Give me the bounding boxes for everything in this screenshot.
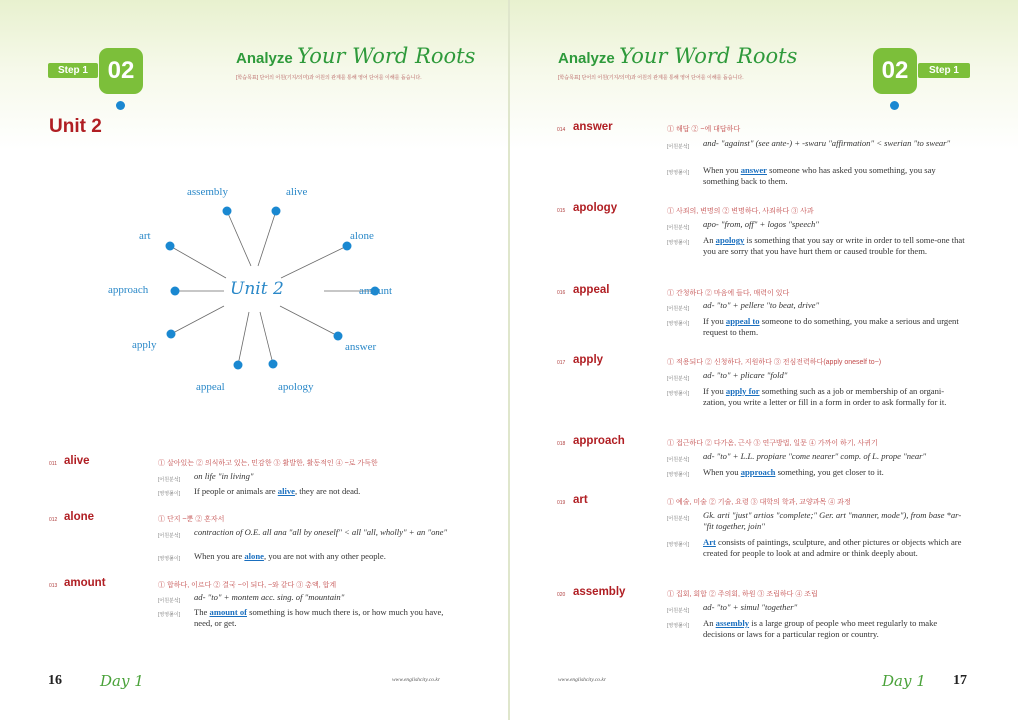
title-roots-right: Your Word Roots	[619, 44, 798, 68]
entry-number: 016	[557, 290, 566, 296]
entry-number: 018	[557, 441, 566, 447]
diagram-word-alive: alive	[286, 186, 308, 198]
diagram-line	[258, 211, 276, 266]
etymology-tag: [어원분석]	[667, 376, 690, 382]
entry-definition	[703, 467, 965, 478]
diagram-dot-appeal	[234, 361, 243, 370]
entry-etymology: ad- "to" + plicare "fold"	[703, 370, 788, 380]
def-text: someone to do something, you make a serious and urgent request to them.	[703, 316, 959, 337]
entry-meaning: ① 살아있는 ② 의식하고 있는, 민감한 ③ 활발한, 활동적인 ④ ~로 가득한	[158, 460, 378, 467]
diagram-line	[238, 312, 249, 365]
def-highlight: appeal to	[725, 316, 760, 326]
def-highlight: answer	[740, 165, 767, 175]
diagram-line	[171, 306, 224, 334]
step-number-right: 02	[873, 48, 917, 94]
entry-number: 014	[557, 127, 566, 133]
entry-number: 019	[557, 500, 566, 506]
entry-etymology: ad- "to" + montem acc. sing. of "mountain"	[194, 592, 345, 602]
definition-tag: [영영풀이]	[667, 321, 690, 327]
step-label-right: Step 1	[918, 63, 970, 78]
diagram-line	[170, 246, 226, 278]
entry-word: apply	[573, 354, 604, 366]
def-text: is a large group of people who meet regularly to make decisions or laws for a particular region or country.	[703, 618, 938, 639]
diagram-dot-art	[166, 242, 175, 251]
etymology-tag: [어원분석]	[667, 225, 690, 231]
entry-etymology: Gk. arti "just" artios "complete;" Ger. art "manner, mode"), from base *ar- "fit together, join"	[703, 510, 962, 531]
diagram-word-assembly: assembly	[187, 186, 228, 198]
diagram-dot-apply	[167, 330, 176, 339]
entry-definition	[194, 551, 456, 562]
entry-etymology: ad- "to" + L.L. propiare "come nearer" comp. of L. prope "near"	[703, 451, 927, 461]
def-highlight: apply for	[725, 386, 760, 396]
entry-number: 013	[49, 583, 58, 589]
entry-word: alive	[64, 455, 90, 467]
diagram-word-approach: approach	[108, 284, 149, 296]
def-text: consists of paintings, sculpture, and other pictures or objects which are created for people to look at and admire or think deeply about.	[703, 537, 962, 558]
definition-tag: [영영풀이]	[158, 556, 181, 562]
entry-word: assembly	[573, 586, 626, 598]
entry-meaning: ① 적용되다 ② 신청하다, 지원하다 ③ 전심전력하다(apply oneself to~)	[667, 359, 882, 366]
entry-meaning: ① 해답 ② ~에 대답하다	[667, 126, 741, 133]
diagram-word-alone: alone	[350, 230, 374, 242]
entry-meaning: ① 합하다, 이르다 ② 결국 ~이 되다, ~와 같다 ③ 총액, 합계	[158, 582, 337, 589]
step-label-left: Step 1	[48, 63, 98, 78]
def-text: When you	[703, 165, 741, 175]
def-text: someone who has asked you something, you say something back to them.	[703, 165, 936, 186]
etymology-tag: [어원분석]	[158, 533, 181, 539]
page-number-left: 16	[48, 673, 62, 688]
etymology-tag: [어원분석]	[667, 144, 690, 150]
diagram-dot-apology	[269, 360, 278, 369]
section-title-left	[236, 44, 475, 68]
entry-definition	[703, 165, 965, 186]
step-dot-right	[890, 101, 899, 110]
entry-etymology: apo- "from, off" + logos "speech"	[703, 219, 819, 229]
website-left: www.englishcity.co.kr	[392, 677, 441, 683]
def-text: An	[703, 618, 716, 628]
day-label-left: Day 1	[100, 672, 144, 690]
entry-meaning: ① 집회, 회합 ② 주의회, 하원 ③ 조립하다 ④ 조립	[667, 591, 818, 598]
etymology-tag: [어원분석]	[158, 477, 181, 483]
def-highlight: Art	[703, 537, 716, 547]
etymology-tag: [어원분석]	[158, 598, 181, 604]
entry-number: 015	[557, 208, 566, 214]
def-text: , they are not dead.	[294, 486, 361, 496]
diagram-word-appeal: appeal	[196, 381, 225, 393]
def-highlight: amount of	[209, 607, 247, 617]
definition-tag: [영영풀이]	[158, 491, 181, 497]
entry-number: 012	[49, 517, 58, 523]
diagram-dot-alive	[272, 207, 281, 216]
definition-tag: [영영풀이]	[158, 612, 181, 618]
diagram-word-amount: amount	[359, 285, 392, 297]
entry-etymology: and- "against" (see ante-) + -swaru "affirmation" < swerian "to swear"	[703, 138, 951, 148]
diagram-line	[280, 306, 338, 336]
entry-definition	[703, 618, 965, 639]
title-roots-left: Your Word Roots	[297, 44, 476, 68]
diagram-dot-answer	[334, 332, 343, 341]
def-text: , you are not with any other people.	[263, 551, 386, 561]
def-text: something such as a job or membership of an organi-zation, you write a letter or fill in a form in order to ask formally for it.	[703, 386, 947, 407]
entry-word: alone	[64, 511, 95, 523]
diagram-line	[260, 312, 273, 364]
definition-tag: [영영풀이]	[667, 623, 690, 629]
entry-number: 011	[49, 461, 57, 467]
entry-etymology: ad- "to" + simul "together"	[703, 602, 798, 612]
entry-meaning: ① 예술, 미술 ② 기술, 요령 ③ 대학의 학과, 교양과목 ④ 과정	[667, 499, 851, 506]
entry-definition	[703, 316, 965, 337]
diagram-word-art: art	[139, 230, 151, 242]
entry-meaning: ① 사죄의, 변명의 ② 변명하다, 사죄하다 ③ 사과	[667, 208, 814, 215]
definition-tag: [영영풀이]	[667, 472, 690, 478]
entry-word: answer	[573, 121, 613, 133]
definition-tag: [영영풀이]	[667, 240, 690, 246]
diagram-line	[227, 211, 251, 266]
subtitle-right: [학습목표] 단어의 어원(기지/의미)과 어원의 관계를 통해 영어 단어를 이해를 돕습니다.	[558, 75, 744, 81]
def-highlight: alive	[277, 486, 295, 496]
etymology-tag: [어원분석]	[667, 608, 690, 614]
entry-definition	[703, 235, 965, 256]
entry-etymology: contraction of O.E. all ana "all by oneself" < all "all, wholly" + an "one"	[194, 527, 448, 537]
book-spine	[508, 0, 510, 720]
etymology-tag: [어원분석]	[667, 457, 690, 463]
def-text: The	[194, 607, 210, 617]
page-number-right: 17	[953, 673, 967, 688]
entry-definition	[703, 537, 965, 558]
subtitle-left: [학습목표] 단어의 어원(기지/의미)과 어원의 관계를 통해 영어 단어를 이해를 돕습니다.	[236, 75, 422, 81]
diagram-dot-alone	[343, 242, 352, 251]
def-text: something is how much there is, or how much you have, need, or get.	[194, 607, 444, 628]
entry-meaning: ① 접근하다 ② 다가옴, 근사 ③ 연구방법, 일문 ④ 가까이 하기, 사귀기	[667, 440, 878, 447]
diagram-word-apology: apology	[278, 381, 314, 393]
def-text: When you	[703, 467, 741, 477]
def-text: An	[703, 235, 716, 245]
def-text: If you	[703, 386, 726, 396]
day-label-right: Day 1	[882, 672, 926, 690]
website-right: www.englishcity.co.kr	[558, 677, 607, 683]
entry-word: amount	[64, 577, 106, 589]
def-highlight: assembly	[715, 618, 750, 628]
def-highlight: apology	[715, 235, 745, 245]
diagram-line	[281, 246, 347, 278]
unit-title: Unit 2	[49, 116, 102, 137]
entry-meaning: ① 단지 ~뿐 ② 혼자서	[158, 516, 225, 523]
entry-definition	[194, 486, 454, 497]
def-text: is something that you say or write in order to tell some-one that you are sorry that you have hurt them or caused trouble for them.	[703, 235, 965, 256]
entry-definition	[703, 386, 965, 407]
entry-etymology: ad- "to" + pellere "to beat, drive"	[703, 300, 820, 310]
title-analyze-left: Analyze	[236, 50, 293, 67]
title-analyze-right: Analyze	[558, 50, 615, 67]
definition-tag: [영영풀이]	[667, 542, 690, 548]
entry-word: art	[573, 494, 588, 506]
def-text: something, you get closer to it.	[775, 467, 884, 477]
def-highlight: alone	[244, 551, 264, 561]
entry-word: apology	[573, 202, 618, 214]
entry-definition	[194, 607, 456, 628]
entry-etymology: on life "in living"	[194, 471, 254, 481]
definition-tag: [영영풀이]	[667, 170, 690, 176]
entry-word: appeal	[573, 284, 610, 296]
def-text: If you	[703, 316, 726, 326]
entry-number: 017	[557, 360, 566, 366]
diagram-dot-assembly	[223, 207, 232, 216]
section-title-right	[558, 44, 797, 68]
entry-meaning: ① 간청하다 ② 마음에 들다, 매력이 있다	[667, 290, 790, 297]
step-dot-left	[116, 101, 125, 110]
step-number-left: 02	[99, 48, 143, 94]
diagram-word-apply: apply	[132, 339, 157, 351]
def-highlight: approach	[740, 467, 776, 477]
diagram-word-answer: answer	[345, 341, 377, 353]
diagram-center-label: Unit 2	[230, 279, 284, 299]
etymology-tag: [어원분석]	[667, 516, 690, 522]
def-text: When you are	[194, 551, 245, 561]
definition-tag: [영영풀이]	[667, 391, 690, 397]
def-text: If people or animals are	[194, 486, 278, 496]
diagram-dot-approach	[171, 287, 180, 296]
entry-number: 020	[557, 592, 566, 598]
entry-word: approach	[573, 435, 625, 447]
etymology-tag: [어원분석]	[667, 306, 690, 312]
